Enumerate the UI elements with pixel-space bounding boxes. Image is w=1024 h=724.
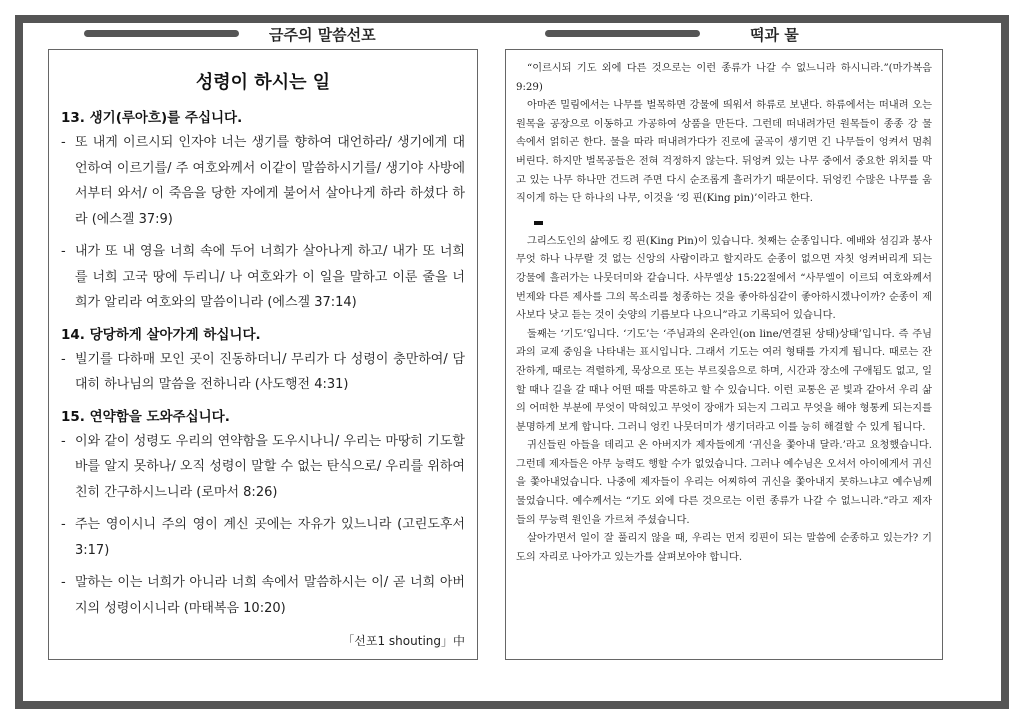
section-heading: 13. 생기(루아흐)를 주십니다. — [61, 110, 243, 126]
header-bar-decoration — [545, 30, 700, 37]
section-heading: 14. 당당하게 살아가게 하십니다. — [61, 326, 261, 343]
essay-box — [505, 49, 943, 660]
section-marker — [534, 221, 543, 225]
section-15 — [61, 405, 465, 622]
verse-text: 말하는 이는 너희가 아니라 너희 속에서 말씀하시는 이/ 곧 너희 아버지의 성령이시니라 (마태복음 10:20) — [75, 575, 465, 616]
verse-text: 또 내게 이르시되 인자야 너는 생기를 향하여 대언하라/ 생기에게 대언하여 이르기를/ 주 여호와께서 이같이 말씀하시기를/ 생기야 사방에서부터 와서/ 이 죽음을 당한 자에게 불어서 살아나게 하라 하셨다 하라 (에스겔 37:9) — [75, 135, 465, 227]
verse-item — [61, 570, 465, 621]
verse-item — [61, 429, 465, 506]
list-dash: - — [61, 575, 66, 590]
left-column-header — [0, 24, 512, 44]
verse-text: 이와 같이 성령도 우리의 연약함을 도우시나니/ 우리는 마땅히 기도할 바를 알지 못하나/ 오직 성령이 말할 수 없는 탄식으로/ 우리를 위하여 친히 간구하시느니라 (로마서 8:26) — [75, 433, 465, 500]
sermon-title: 성령이 하시는 일 — [195, 72, 331, 93]
body-paragraph: 둘째는 ‘기도’입니다. ‘기도’는 ‘주님과의 온라인(on line/연결된 상태)상태’입니다. 즉 주님과의 교제 중임을 나타내는 표시입니다. 그래서 기도는 여러 형태를 가지게 됩니다. 때로는 잔잔하게, 때로는 격렬하게, 묵상으로 또는 부르짖음으로 하며, 시간과 장소에 구애됨도 없고, 일할 때나 길을 갈 때나 어떤 때를 막론하고 할 수 있습니다. 이런 교통은 곧 빛과 같아서 우리 삶의 어떠한 부분에 무엇이 막혀있고 무엇이 장애가 되는지 그리고 무엇을 해야 형통케 되는지를 분명하게 보게 합니다. 그러니 엉킨 나뭇더미가 생기더라고 이를 능히 해결할 수 있게 됩니다. — [516, 328, 932, 433]
body-paragraph: 그리스도인의 삶에도 킹 핀(King Pin)이 있습니다. 첫째는 순종입니다. 예배와 섬김과 봉사 무엇 하나 나무랄 것 없는 신앙의 사람이라고 할지라도 순종이 없으면 자칫 엉켜버리게 되는 강물에 흘러가는 나뭇더미와 같습니다. 사무엘상 15:22절에서 “사무엘이 이르되 여호와께서 번제와 다른 제사를 그의 목소리를 청종하는 것을 좋아하심같이 좋아하시겠나이까? 순종이 제사보다 낫고 듣는 것이 숫양의 기름보다 나으니”라고 기록되어 있습니다. — [516, 235, 932, 322]
paragraph-gap — [516, 209, 932, 221]
section-heading: 15. 연약함을 도와주십니다. — [61, 408, 230, 425]
verse-item — [61, 512, 465, 563]
body-paragraph: 귀신들린 아들을 데리고 온 아버지가 제자들에게 ‘귀신을 쫓아내 달라.’라고 요청했습니다. 그런데 제자들은 아무 능력도 행할 수가 없었습니다. 그러나 예수님은 오셔서 아이에게서 귀신을 쫓아내었습니다. 나중에 제자들이 우리는 어찌하여 귀신을 쫓아내지 못하느냐고 예수님께 물었습니다. 예수께서는 “기도 외에 다른 것으로는 이런 종류가 나갈 수 없느니라.”라고 제자들의 무능력 원인을 가르쳐 주셨습니다. — [516, 440, 932, 526]
verse-item — [61, 130, 465, 232]
intro-paragraph: 아마존 밀림에서는 나무를 벌목하면 강물에 띄워서 하류로 보낸다. 하류에서는 떠내려 오는 원목을 공장으로 이동하고 가공하여 상품을 만든다. 그런데 떠내려가던 원목들이 종종 강 물 속에서 얽히곤 한다. 물을 따라 떠내려가다가 진로에 굴곡이 생기면 긴 나무들이 엉켜서 멈춰버린다. 하지만 벌목공들은 전혀 걱정하지 않는다. 뒤엉켜 있는 나무 중에서 중요한 위치를 막고 있는 나무 하나만 건드려 주면 다시 순조롭게 흘러가기 때문이다. 뒤엉킨 수많은 나무를 움직이게 하는 단 하나의 나무, 이것을 ‘킹 핀(King pin)’이라고 한다. — [516, 100, 932, 205]
sermon-box — [48, 49, 478, 660]
verse-item — [61, 347, 465, 398]
list-dash: - — [61, 244, 66, 259]
list-dash: - — [61, 517, 66, 532]
scripture-quote: “이르시되 기도 외에 다른 것으로는 이런 종류가 나갈 수 없느니라 하시니라.”(마가복음9:29) — [516, 63, 932, 93]
verse-item — [61, 239, 465, 316]
verse-text: 빌기를 다하매 모인 곳이 진동하더니/ 무리가 다 성령이 충만하여/ 담대히 하나님의 말씀을 전하니라 (사도행전 4:31) — [75, 351, 465, 392]
right-header-title: 떡과 물 — [750, 26, 799, 44]
source-citation: 「선포1 shouting」中 — [342, 634, 465, 648]
verse-text: 내가 또 내 영을 너희 속에 두어 너희가 살아나게 하고/ 내가 또 너희를 너희 고국 땅에 두리니/ 나 여호와가 이 일을 말하고 이룬 줄을 너희가 알리라 여호와의 말씀이니라 (에스겔 37:14) — [75, 244, 465, 310]
section-14 — [61, 323, 465, 398]
left-header-title: 금주의 말씀선포 — [269, 26, 376, 44]
list-dash: - — [61, 433, 66, 449]
body-paragraph: 살아가면서 일이 잘 풀리지 않을 때, 우리는 먼저 킹핀이 되는 말씀에 순종하고 있는가? 기도의 자리로 나아가고 있는가를 살펴보아야 합니다. — [516, 533, 932, 563]
header-bar-decoration — [84, 30, 239, 37]
verse-text: 주는 영이시니 주의 영이 계신 곳에는 자유가 있느니라 (고린도후서 3:17) — [75, 517, 465, 558]
list-dash: - — [61, 351, 66, 367]
right-column-header — [512, 24, 1024, 44]
section-13 — [61, 106, 465, 316]
list-dash: - — [61, 135, 66, 150]
